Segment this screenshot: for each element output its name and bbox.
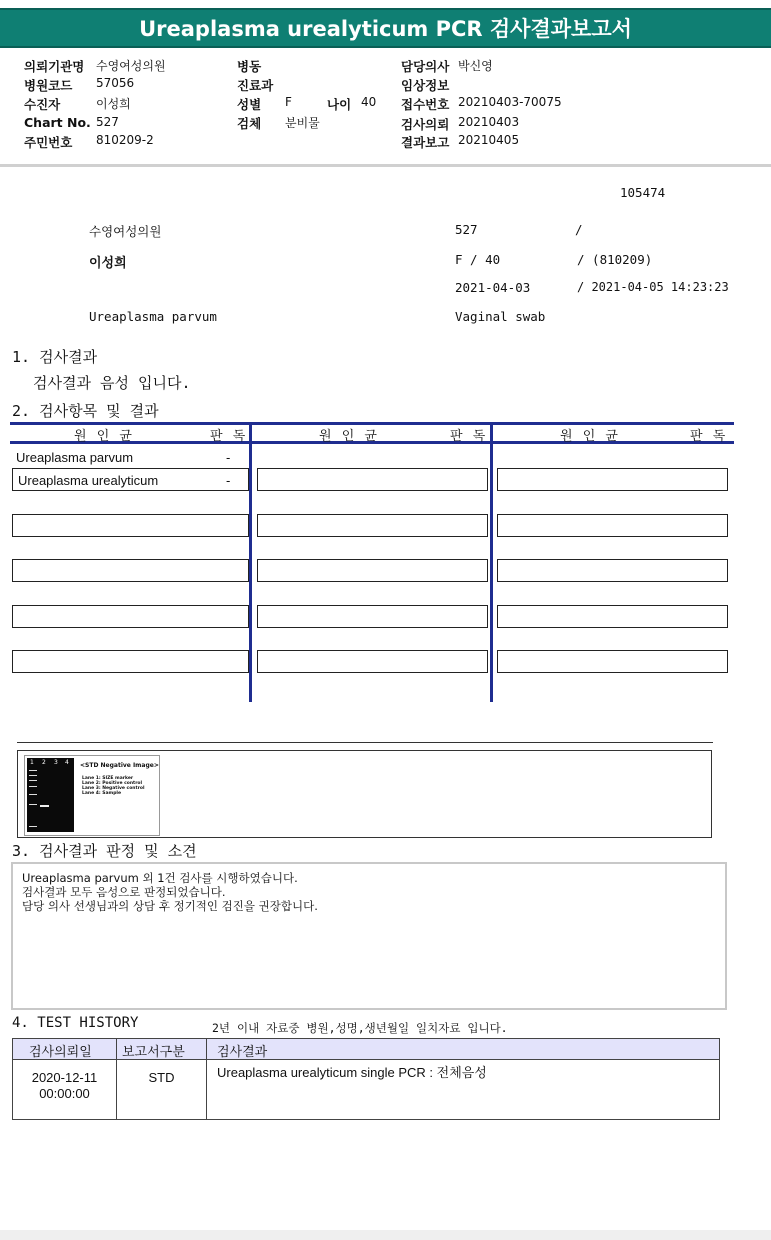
result-cell: [257, 514, 488, 537]
result-cell: [12, 559, 249, 582]
patient-value: 이성희: [96, 97, 131, 111]
patient-label: 수진자: [24, 97, 61, 112]
section1-title: 1. 검사결과: [12, 348, 98, 366]
gel-band: [29, 826, 37, 827]
gel-band: [29, 794, 37, 795]
report-value: 20210405: [458, 133, 520, 147]
result-cell: [257, 468, 488, 491]
receipt-value: 20210403-70075: [458, 95, 562, 109]
gel-lane-2: 2: [42, 759, 46, 766]
hospital-value: 수영여성의원: [96, 59, 166, 73]
sex-label: 성별: [237, 97, 262, 112]
info-report-datetime: / 2021-04-05 14:23:23: [577, 280, 729, 294]
sex-value: F: [285, 95, 292, 109]
result-cell: [12, 514, 249, 537]
opinion-line: 검사결과 모두 음성으로 판정되었습니다.: [22, 885, 226, 899]
chart-value: 527: [96, 115, 119, 129]
header-divider: [0, 164, 771, 167]
request-label: 검사의뢰: [401, 117, 450, 132]
gel-band: [29, 780, 37, 781]
clinical-label: 임상정보: [401, 78, 450, 93]
result-cell: [497, 605, 728, 628]
history-cell: [116, 1059, 207, 1120]
doctor-value: 박신영: [458, 59, 493, 73]
th-organism-3: 원 인 균: [560, 429, 621, 444]
gel-band: [29, 804, 37, 805]
hospital-code-value: 57056: [96, 76, 135, 90]
info-birth: / (810209): [577, 252, 653, 267]
info-test-name: Ureaplasma parvum: [89, 309, 217, 324]
result-cell: [257, 605, 488, 628]
request-value: 20210403: [458, 115, 520, 129]
opinion-text: [22, 871, 318, 913]
result-cell: [497, 559, 728, 582]
gel-title: <STD Negative Image>: [80, 762, 159, 769]
gel-lane-1: 1: [30, 759, 34, 766]
history-type: STD: [148, 1070, 175, 1085]
result-cell: [257, 650, 488, 673]
history-th-result: 검사결과: [217, 1045, 268, 1060]
section2-title: 2. 검사항목 및 결과: [12, 402, 159, 420]
gel-band: [29, 786, 37, 787]
history-th-date: 검사의뢰일: [29, 1045, 92, 1060]
result-organism-1: Ureaplasma parvum: [16, 450, 134, 465]
info-chart-slash: /: [575, 222, 583, 237]
history-date-time: 00:00:00: [39, 1086, 90, 1101]
th-organism-2: 원 인 균: [319, 429, 380, 444]
result-cell: [497, 468, 728, 491]
th-judgement-1: 판 독: [210, 429, 249, 444]
ward-label: 병동: [237, 59, 262, 74]
dept-label: 진료과: [237, 78, 274, 93]
gel-image: [24, 755, 160, 836]
opinion-box: [11, 862, 727, 1010]
info-specimen: Vaginal swab: [455, 309, 546, 324]
resident-value: 810209-2: [96, 133, 154, 147]
gel-band: [29, 770, 37, 771]
table-divider-2: [490, 422, 493, 702]
gel-top-rule: [17, 742, 713, 743]
history-date-day: 2020-12-11: [31, 1070, 98, 1085]
gel-lane-3: 3: [54, 759, 58, 766]
info-hospital: 수영여성의원: [89, 224, 162, 239]
result-value-2: -: [226, 473, 231, 488]
history-th-type: 보고서구분: [122, 1045, 185, 1060]
th-judgement-3: 판 독: [690, 429, 729, 444]
receipt-label: 접수번호: [401, 97, 450, 112]
result-cell: [257, 559, 488, 582]
age-label: 나이: [327, 97, 352, 112]
section3-title: 3. 검사결과 판정 및 소견: [12, 842, 197, 860]
info-name: 이성희: [89, 256, 127, 271]
opinion-line: Ureaplasma parvum 외 1건 검사를 시행하였습니다.: [22, 871, 298, 885]
gel-lane-4: 4: [65, 759, 69, 766]
gel-legend-item: Lane 3: Negative control: [82, 786, 145, 791]
footer-strip: [0, 1230, 771, 1240]
info-sex-age: F / 40: [455, 252, 501, 267]
section1-result-text: 검사결과 음성 입니다.: [33, 374, 191, 392]
result-organism-2: Ureaplasma urealyticum: [18, 473, 159, 488]
report-label: 결과보고: [401, 135, 450, 150]
age-value: 40: [361, 95, 377, 109]
chart-label: Chart No.: [24, 115, 91, 130]
gel-black-panel: [27, 758, 74, 832]
history-date: [12, 1070, 117, 1102]
gel-band: [40, 805, 49, 807]
th-judgement-2: 판 독: [450, 429, 489, 444]
resident-label: 주민번호: [24, 135, 73, 150]
gel-legend: [82, 776, 145, 796]
result-cell: [12, 605, 249, 628]
hospital-code-label: 병원코드: [24, 78, 73, 93]
th-organism-1: 원 인 균: [74, 429, 135, 444]
result-cell: [497, 514, 728, 537]
doctor-label: 담당의사: [401, 59, 450, 74]
gel-band: [29, 775, 37, 776]
gel-legend-item: Lane 1: SIZE marker: [82, 776, 134, 781]
report-number: 105474: [620, 185, 666, 200]
report-title: Ureaplasma urealyticum PCR 검사결과보고서: [139, 17, 632, 41]
history-note: 2년 이내 자료중 병원,성명,생년월일 일치자료 입니다.: [212, 1021, 508, 1035]
opinion-line: 담당 의사 선생님과의 상담 후 정기적인 검진을 권장합니다.: [22, 899, 318, 913]
history-result: Ureaplasma urealyticum single PCR : 전체음성: [217, 1065, 487, 1080]
result-cell: [12, 650, 249, 673]
info-chart: 527: [455, 222, 478, 237]
gel-legend-item: Lane 2: Positive control: [82, 781, 143, 786]
result-cell: [497, 650, 728, 673]
result-value-1: -: [226, 450, 231, 465]
specimen-label: 검체: [237, 116, 262, 131]
section4-title: 4. TEST HISTORY: [12, 1015, 139, 1031]
table-divider-1: [249, 422, 252, 702]
gel-legend-item: Lane 4: Sample: [82, 791, 122, 796]
hospital-label: 의뢰기관명: [24, 59, 85, 74]
info-request-date: 2021-04-03: [455, 280, 531, 295]
title-bar: [0, 8, 771, 48]
specimen-value: 분비물: [285, 116, 320, 130]
